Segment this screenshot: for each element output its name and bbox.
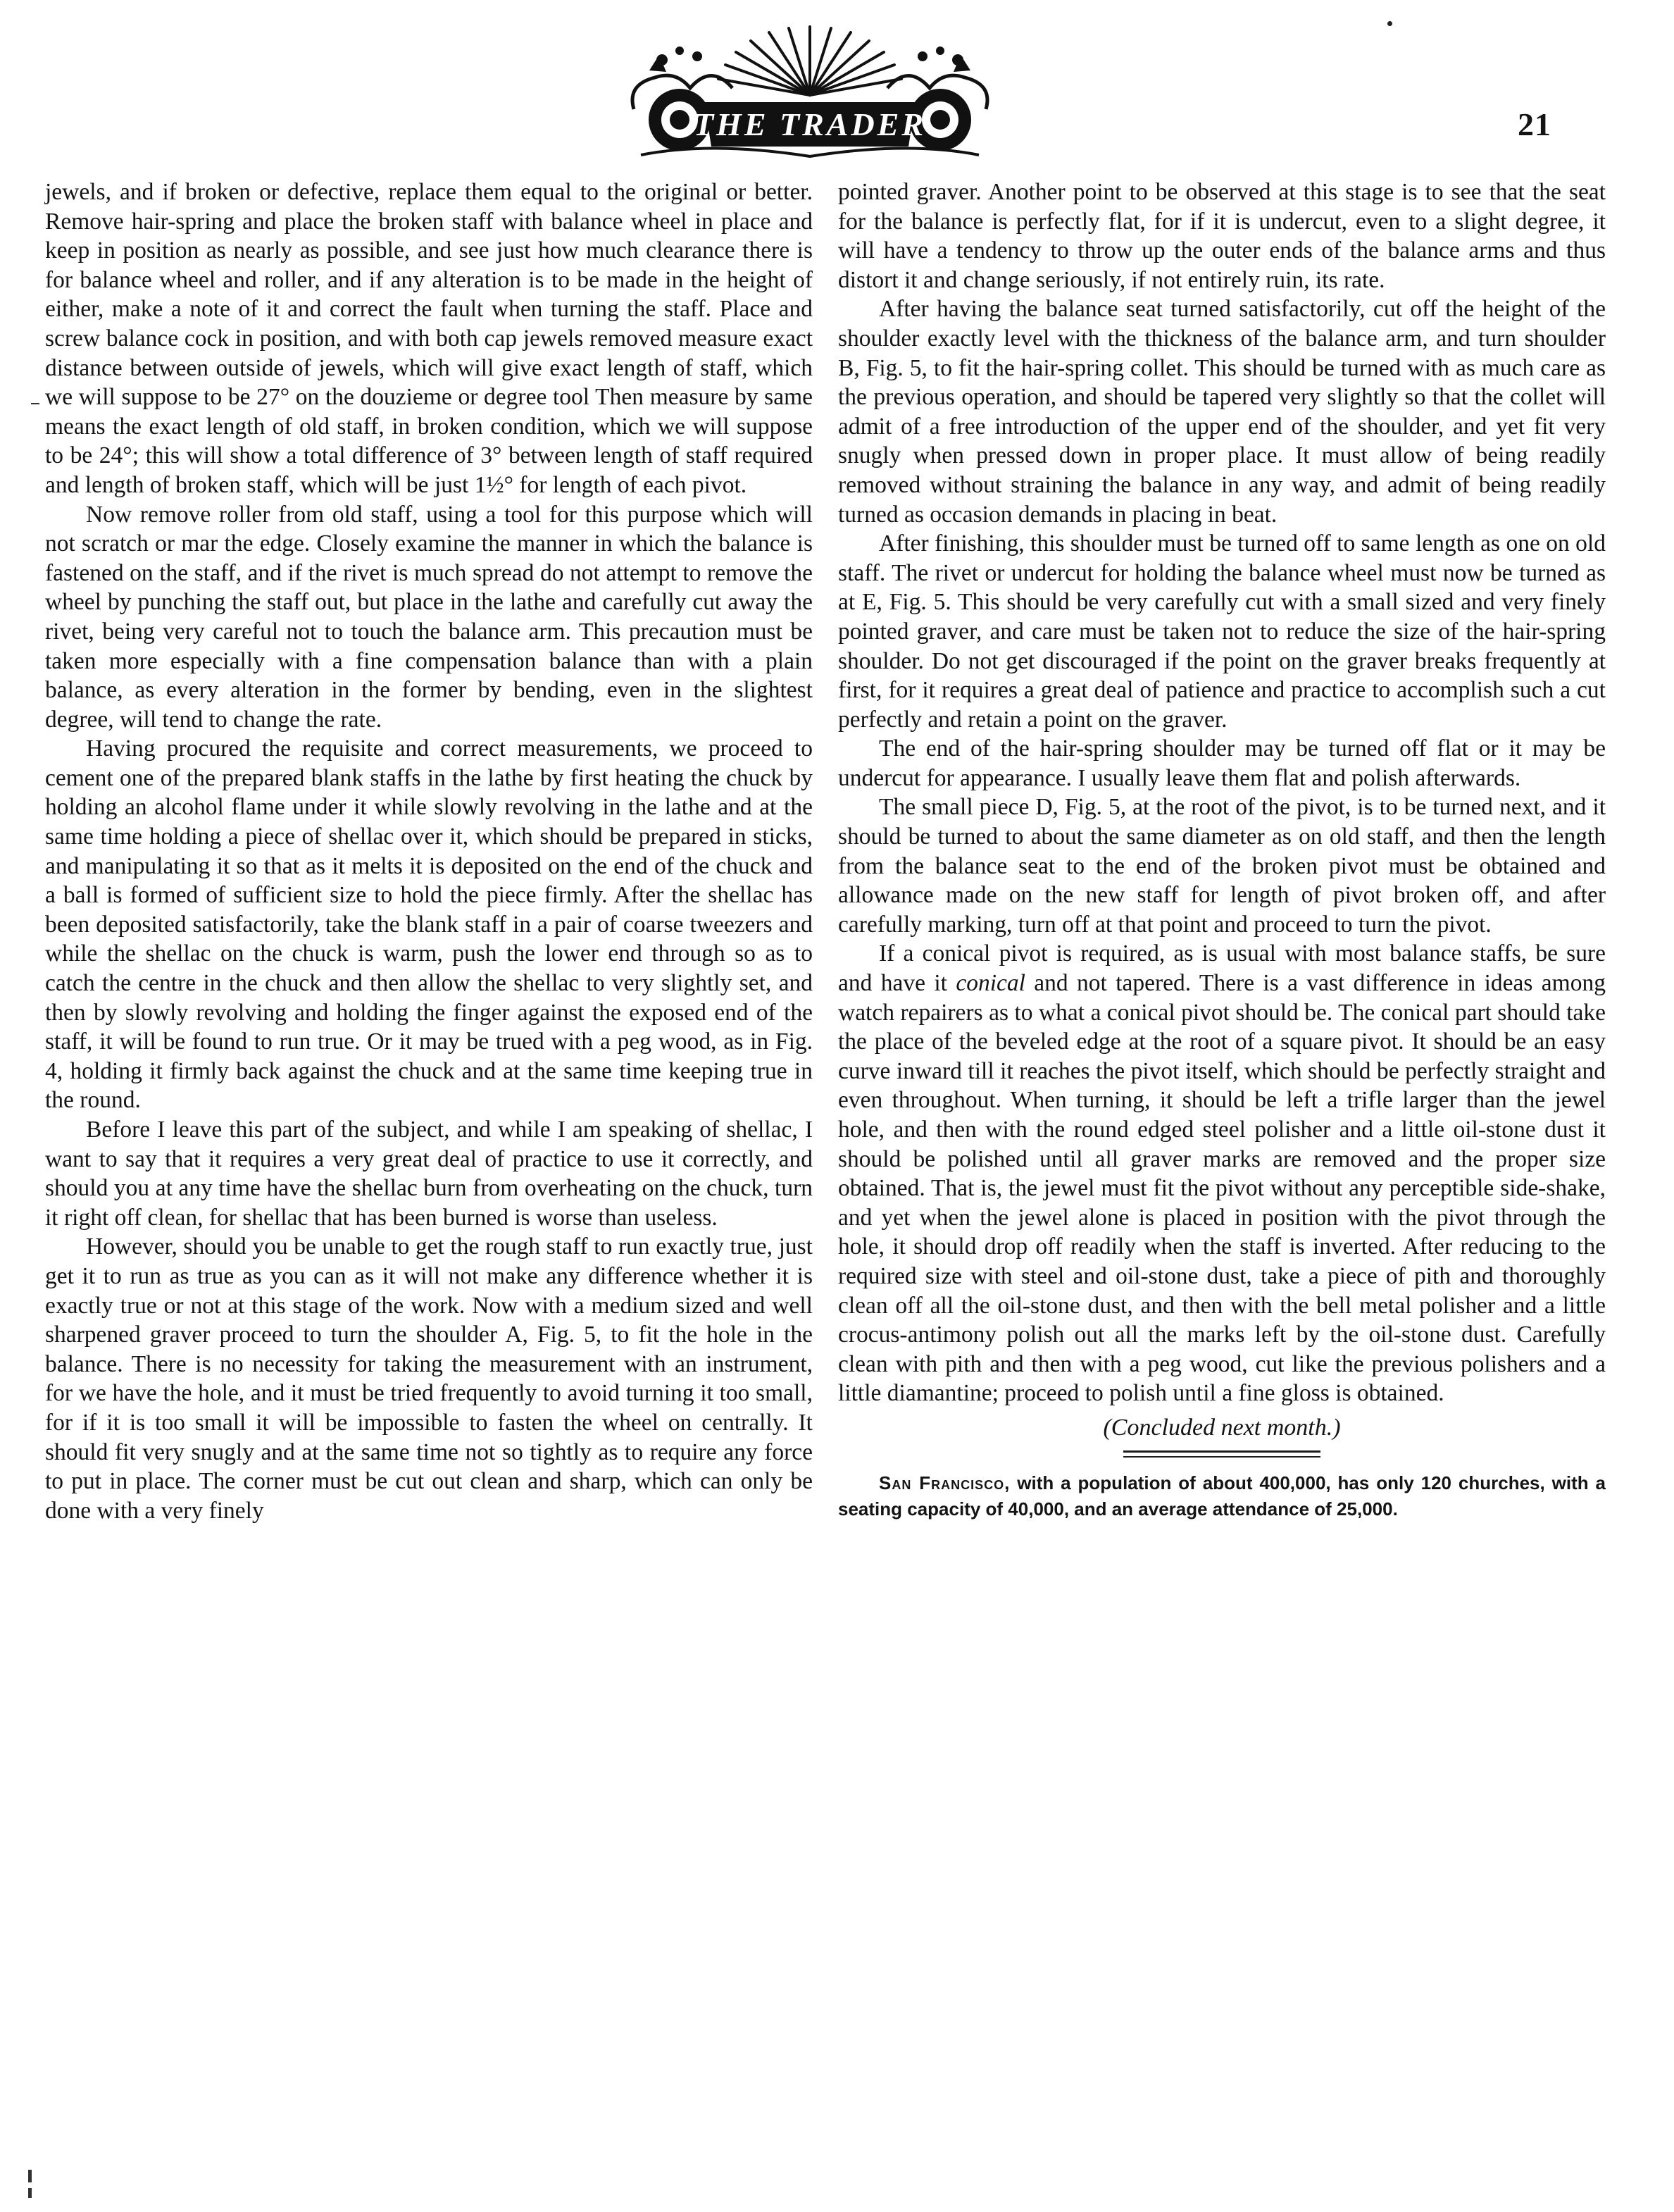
- paragraph-text: and not tapered. There is a vast difference in ideas among watch repairers as to what a conical pivot should be. The conical part should take the place of the beveled edge at the root of a square pivot. It should be an easy curve inward till it reaches the pivot itself, which should be perfectly straight and even throughout. When turning, it should be left a trifle larger than the jewel hole, and then with the round edged steel polisher and a little oil-stone dust it should be polished until all graver marks are removed and the proper size obtained. That is, the jewel must fit the pivot without any perceptible side-shake, and yet when the jewel alone is placed in position with the pivot through the hole, it should drop off readily when the staff is inverted. After reducing to the required size with steel and oil-stone dust, take a piece of pith and thoroughly clean off all the oil-stone dust, and then with the bell metal polisher and a little crocus-antimony polish out all the marks left by the oil-stone dust. Carefully clean with pith and then with a peg wood, cut like the previous polishers and a little diamantine; proceed to polish until a fine gloss is obtained.: [838, 970, 1606, 1407]
- paragraph: After having the balance seat turned satisfactorily, cut off the height of the shoulder exactly level with the thickness of the balance arm, and turn shoulder B, Fig. 5, to fit the hair-spring collet. This should be turned with as much care as the previous operation, and should be tapered very slightly so that the collet will admit of a free introduction of the upper end of the shoulder, and yet fit very snugly when pressed down in proper place. It must allow of being readily removed without straining the balance in any way, and admit of being readily turned as occasion demands in placing in beat.: [838, 296, 1606, 528]
- divider-rule: [1123, 1450, 1320, 1453]
- note-place: San Francisco,: [879, 1472, 1011, 1493]
- masthead-logo: [613, 21, 1007, 162]
- section-divider: [1123, 1450, 1320, 1458]
- paragraph: pointed graver. Another point to be observed at this stage is to see that the seat for the balance is perfectly flat, for if it is undercut, even to a slight degree, it will have a tendency to throw up the outer ends of the balance arms and thus distort it and change seriously, if not entirely ruin, its rate.: [838, 179, 1606, 293]
- margin-mark: [28, 2188, 32, 2198]
- emphasis-text: conical: [956, 970, 1025, 997]
- paragraph-text: If a conical pivot is required, as is usual with most balance staffs, be sure and have it: [838, 940, 1606, 997]
- paragraph: The small piece D, Fig. 5, at the root of the pivot, is to be turned next, and it should be turned to about the same diameter as on old staff, and then the length from the balance seat to the end of the broken pivot must be obtained and allowance made on the new staff for length of pivot broken off, and after carefully marking, turn off at that point and proceed to turn the pivot.: [838, 794, 1606, 938]
- left-column: [45, 178, 813, 1525]
- note-text: with a population of about 400,000, has only 120 churches, with a seating capacity of 40,000, and an average attendance of 25,000.: [838, 1472, 1606, 1520]
- paragraph: After finishing, this shoulder must be turned off to same length as one on old staff. The rivet or undercut for holding the balance wheel must now be turned as at E, Fig. 5. This should be very carefully cut with a small sized and very finely pointed graver, and care must be taken not to reduce the size of the hair-spring shoulder. Do not get discouraged if the point on the graver breaks frequently at first, for it requires a great deal of patience and practice to accomplish such a cut perfectly and retain a point on the graver.: [838, 530, 1606, 733]
- concluded-notice: (Concluded next month.): [1103, 1414, 1341, 1441]
- page-number: 21: [1518, 106, 1551, 142]
- masthead-ornament-icon: [613, 21, 1007, 162]
- filler-note: [838, 1470, 1606, 1522]
- margin-mark: [31, 403, 39, 404]
- paragraph: Before I leave this part of the subject, and while I am speaking of shellac, I want to say that it requires a very great deal of practice to use it correctly, and should you at any time have the shellac burn from overheating on the chuck, turn it right off clean, for shellac that has been burned is worse than useless.: [45, 1117, 813, 1231]
- margin-mark: [28, 2170, 32, 2182]
- paragraph: Having procured the requisite and correct measurements, we proceed to cement one of the prepared blank staffs in the lathe by first heating the chuck by holding an alcohol flame under it while slowly revolving in the lathe and at the same time holding a piece of shellac over it, which should be prepared in sticks, and manipulating it so that as it melts it is deposited on the end of the chuck and a ball is formed of sufficient size to hold the piece firmly. After the shellac has been deposited satisfactorily, take the blank staff in a pair of coarse tweezers and while the shellac on the chuck is warm, push the lower end through so as to catch the centre in the chuck and then allow the shellac to very slightly set, and then by slowly revolving and holding the finger against the exposed end of the staff, it will be found to run true. Or it may be trued with a peg wood, as in Fig. 4, holding it firmly back against the chuck and at the same time keeping true in the round.: [45, 735, 813, 1114]
- print-speck: [1387, 21, 1392, 26]
- paragraph: However, should you be unable to get the rough staff to run exactly true, just get it to run as true as you can as it will not make any difference whether it is exactly true or not at this stage of the work. Now with a medium sized and well sharpened graver proceed to turn the shoulder A, Fig. 5, to fit the hole in the balance. There is no necessity for taking the measurement with an instrument, for we have the hole, and it must be tried frequently to avoid turning it too small, for if it is too small it will be impossible to fasten the wheel on centrally. It should fit very snugly and at the same time not so tightly as to require any force to put in place. The corner must be cut out clean and sharp, which can only be done with a very finely: [45, 1234, 813, 1524]
- paragraph: Now remove roller from old staff, using a tool for this purpose which will not scratch or mar the edge. Closely examine the manner in which the balance is fastened on the staff, and if the rivet is much spread do not attempt to remove the wheel by punching the staff out, but place in the lathe and carefully cut away the rivet, being very careful not to touch the balance arm. This precaution must be taken more especially with a fine compensation balance than with a plain balance, as every alteration in the former by bending, even in the slightest degree, will tend to change the rate.: [45, 501, 813, 733]
- divider-rule: [1123, 1456, 1320, 1458]
- paragraph: The end of the hair-spring shoulder may be turned off flat or it may be undercut for appearance. I usually leave them flat and polish afterwards.: [838, 735, 1606, 791]
- masthead-title: THE TRADER: [693, 106, 927, 142]
- right-column: [838, 178, 1606, 1522]
- paragraph: jewels, and if broken or defective, replace them equal to the original or better. Remove hair-spring and place the broken staff with balance wheel in place and keep in position as nearly as possible, and see just how much clearance there is for balance wheel and roller, and if any alteration is to be made in the height of either, make a note of it and correct the fault when turning the staff. Place and screw balance cock in position, and with both cap jewels removed measure exact distance between outside of jewels, which will give exact length of staff, which we will suppose to be 27° on the douzieme or degree tool Then measure by same means the exact length of old staff, in broken condition, which we will suppose to be 24°; this will show a total difference of 3° between length of staff required and length of broken staff, which will be just 1½° for length of each pivot.: [45, 179, 813, 498]
- paragraph: [838, 939, 1606, 1408]
